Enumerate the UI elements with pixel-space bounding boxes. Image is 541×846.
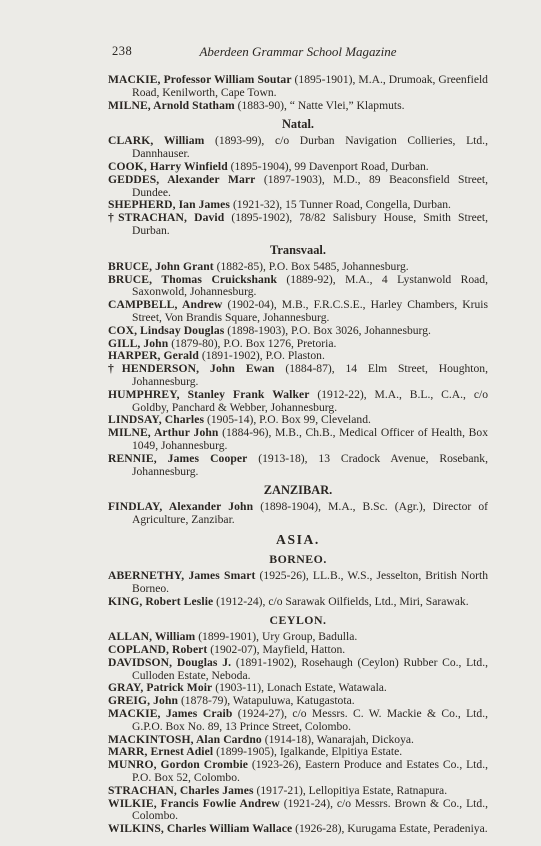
entry-name: STRACHAN, Charles James bbox=[108, 783, 254, 797]
section-heading: Transvaal. bbox=[270, 242, 326, 257]
entry-name: †STRACHAN, David bbox=[108, 211, 225, 225]
page-header bbox=[112, 44, 484, 62]
entry-name: BRUCE, John Grant bbox=[108, 259, 214, 273]
entry-details: (1924-27), c/o Messrs. C. W. Mackie & Co., Ltd., G.P.O. Box No. 89, 13 Prince Street, Colombo. bbox=[132, 707, 488, 733]
entry-details: (1895-1904), 99 Davenport Road, Durban. bbox=[227, 159, 429, 173]
directory-entry bbox=[108, 135, 488, 161]
entry-name: GEDDES, Alexander Marr bbox=[108, 172, 256, 186]
entry-details: (1899-1905), Igalkande, Elpitiya Estate. bbox=[213, 745, 403, 759]
section-heading: Natal. bbox=[281, 117, 314, 132]
directory-entry bbox=[108, 657, 488, 683]
entry-details: (1884-96), M.B., Ch.B., Medical Officer of Health, Box 1049, Johannesburg. bbox=[132, 426, 488, 452]
entry-name: FINDLAY, Alexander John bbox=[108, 500, 254, 514]
entry-details: (1921-32), 15 Tunner Road, Congella, Durban. bbox=[230, 198, 451, 212]
entry-name: DAVIDSON, Douglas J. bbox=[108, 655, 232, 669]
directory-entry bbox=[108, 100, 488, 113]
entry-details: (1903-11), Lonach Estate, Watawala. bbox=[212, 681, 387, 695]
entry-details: (1895-1902), 78/82 Salisbury House, Smith Street, Durban. bbox=[132, 211, 488, 237]
entry-name: COX, Lindsay Douglas bbox=[108, 323, 225, 337]
directory-entry bbox=[108, 274, 488, 300]
entry-name: KING, Robert Leslie bbox=[108, 594, 214, 608]
section-heading: BORNEO. bbox=[269, 551, 327, 566]
entry-name: GRAY, Patrick Moir bbox=[108, 681, 213, 695]
entry-details: (1898-1904), M.A., B.Sc. (Agr.), Director of Agriculture, Zanzibar. bbox=[132, 500, 488, 527]
entry-details: (1899-1901), Ury Group, Badulla. bbox=[195, 630, 358, 644]
directory-entry bbox=[108, 596, 488, 609]
entry-details: (1889-92), M.A., 4 Lystanwold Road, Saxonwold, Johannesburg. bbox=[132, 272, 489, 299]
entry-name: SHEPHERD, Ian James bbox=[108, 198, 231, 212]
entry-details: (1884-87), 14 Elm Street, Houghton, Johannesburg. bbox=[132, 362, 488, 388]
entry-details: (1921-24), c/o Messrs. Brown & Co., Ltd., Colombo. bbox=[132, 796, 488, 823]
entry-details: (1905-14), P.O. Box 99, Cleveland. bbox=[204, 413, 371, 427]
running-title: Aberdeen Grammar School Magazine bbox=[199, 44, 397, 59]
entry-name: HARPER, Gerald bbox=[108, 349, 199, 363]
entry-details: (1902-07), Mayfield, Hatton. bbox=[207, 643, 346, 657]
directory-entry bbox=[108, 823, 488, 836]
entry-details: (1879-80), P.O. Box 1276, Pretoria. bbox=[168, 336, 337, 350]
directory-entry bbox=[108, 174, 488, 200]
entry-name: GREIG, John bbox=[108, 694, 179, 708]
directory-entry bbox=[108, 798, 488, 824]
entry-details: (1923-26), Eastern Produce and Estates Co., Ltd., P.O. Box 52, Colombo. bbox=[132, 758, 489, 785]
entry-name: MILNE, Arnold Statham bbox=[108, 98, 235, 112]
directory-entry bbox=[108, 453, 488, 479]
section-heading: ZANZIBAR. bbox=[263, 483, 333, 498]
asia-sections bbox=[108, 552, 488, 836]
entry-name: MACKIE, James Craib bbox=[108, 707, 233, 721]
entry-name: COPLAND, Robert bbox=[108, 643, 208, 657]
entry-name: ABERNETHY, James Smart bbox=[108, 568, 256, 582]
entry-details: (1912-24), c/o Sarawak Oilfields, Ltd., Miri, Sarawak. bbox=[213, 594, 469, 608]
page-number: 238 bbox=[112, 44, 133, 58]
entry-details: (1912-22), M.A., B.L., C.A., c/o Goldby, Panchard & Webber, Johannesburg. bbox=[132, 387, 488, 414]
entry-name: HUMPHREY, Stanley Frank Walker bbox=[108, 387, 310, 401]
directory-entry bbox=[108, 299, 488, 325]
entry-name: WILKIE, Francis Fowlie Andrew bbox=[108, 796, 280, 810]
entry-name: ALLAN, William bbox=[108, 630, 196, 644]
entry-name: MUNRO, Gordon Crombie bbox=[108, 758, 249, 772]
entry-details: (1925-26), LL.B., W.S., Jesselton, British North Borneo. bbox=[132, 568, 489, 595]
entry-details: (1891-1902), P.O. Plaston. bbox=[198, 349, 325, 363]
entry-details: (1897-1903), M.D., 89 Beaconsfield Street, Dundee. bbox=[132, 172, 488, 199]
entry-name: CAMPBELL, Andrew bbox=[108, 298, 223, 312]
entry-details: (1882-85), P.O. Box 5485, Johannesburg. bbox=[213, 259, 409, 273]
entry-details: (1893-99), c/o Durban Navigation Collieries, Ltd., Dannhauser. bbox=[132, 134, 488, 161]
directory-entry bbox=[108, 389, 488, 415]
entry-name: MACKINTOSH, Alan Cardno bbox=[108, 732, 262, 746]
directory-entry bbox=[108, 363, 488, 389]
entry-name: WILKINS, Charles William Wallace bbox=[108, 822, 293, 836]
directory-entry bbox=[108, 759, 488, 785]
entry-name: MARR, Ernest Adiel bbox=[108, 745, 214, 759]
entry-name: LINDSAY, Charles bbox=[108, 413, 205, 427]
entry-name: †HENDERSON, John Ewan bbox=[108, 362, 275, 376]
entry-details: (1926-28), Kurugama Estate, Peradeniya. bbox=[292, 822, 488, 836]
entry-details: (1883-90), “ Natte Vlei,” Klapmuts. bbox=[234, 98, 405, 112]
africa-sections bbox=[108, 74, 488, 527]
entry-name: CLARK, William bbox=[108, 134, 205, 148]
entry-details: (1891-1902), Rosehaugh (Ceylon) Rubber Co., Ltd., Culloden Estate, Neboda. bbox=[132, 655, 488, 682]
directory-entry bbox=[108, 708, 488, 734]
section-heading: CEYLON. bbox=[269, 613, 327, 628]
entry-details: (1878-79), Watapuluwa, Katugastota. bbox=[178, 694, 355, 708]
entry-details: (1902-04), M.B., F.R.C.S.E., Harley Chambers, Kruis Street, Von Brandis Square, Johannesburg. bbox=[132, 298, 488, 324]
entry-details: (1917-21), Lellopitiya Estate, Ratnapura. bbox=[253, 783, 448, 797]
entry-name: GILL, John bbox=[108, 336, 169, 350]
entry-name: BRUCE, Thomas Cruickshank bbox=[108, 272, 277, 286]
entry-details: (1898-1903), P.O. Box 3026, Johannesburg. bbox=[224, 323, 431, 337]
directory-entry bbox=[108, 212, 488, 238]
directory-entry bbox=[108, 570, 488, 596]
page-body bbox=[108, 74, 488, 836]
entry-details: (1913-18), 13 Cradock Avenue, Rosebank, Johannesburg. bbox=[132, 451, 488, 478]
entry-details: (1895-1901), M.A., Drumoak, Greenfield Road, Kenilworth, Cape Town. bbox=[132, 73, 488, 99]
continent-heading: ASIA. bbox=[276, 531, 320, 547]
entry-name: RENNIE, James Cooper bbox=[108, 451, 248, 465]
entry-details: (1914-18), Wanarajah, Dickoya. bbox=[261, 732, 414, 746]
directory-entry bbox=[108, 74, 488, 100]
entry-name: MILNE, Arthur John bbox=[108, 426, 219, 440]
entry-name: MACKIE, Professor William Soutar bbox=[108, 73, 292, 86]
directory-entry bbox=[108, 501, 488, 527]
directory-entry bbox=[108, 427, 488, 453]
entry-name: COOK, Harry Winfield bbox=[108, 159, 228, 173]
